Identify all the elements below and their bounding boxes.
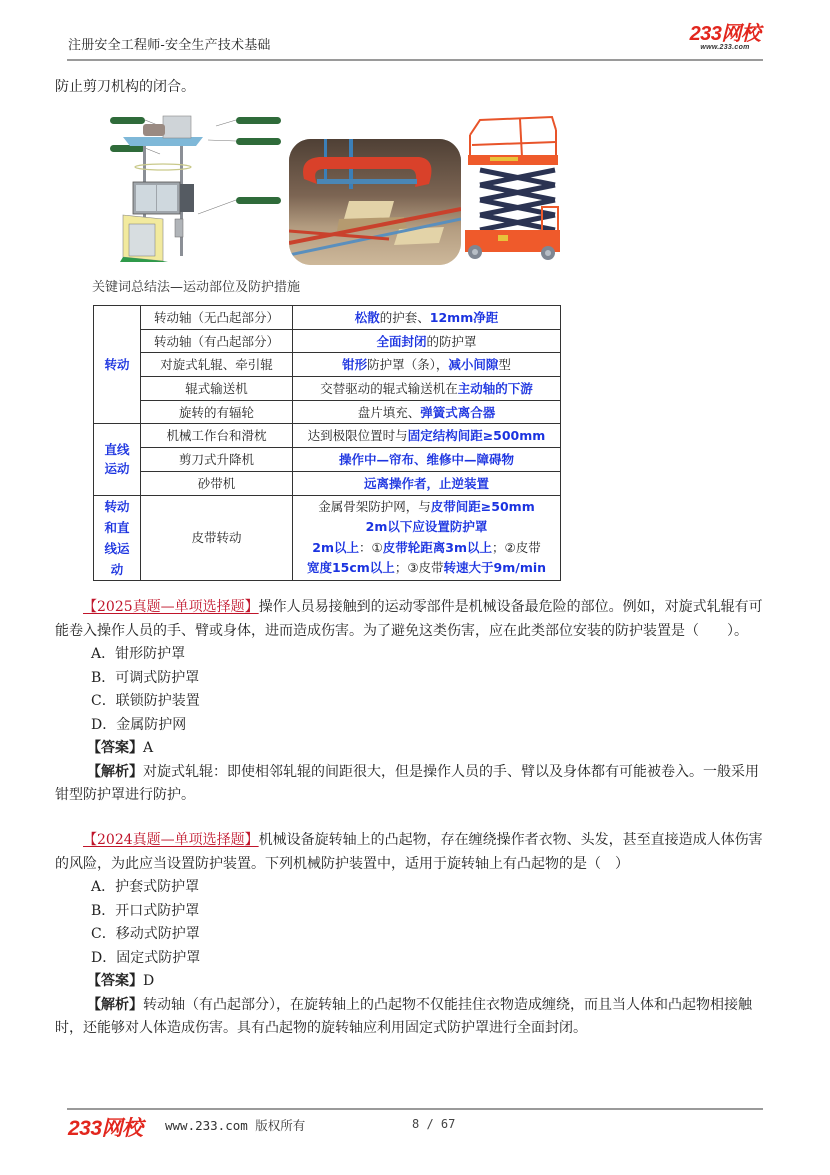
answer-value: A — [143, 740, 154, 756]
protection-summary-table — [93, 305, 561, 581]
highlight-text: 宽度15cm以上 — [306, 560, 395, 575]
moving-part: 辊式输送机 — [141, 377, 293, 401]
motion-category: 转动 — [94, 306, 141, 424]
table-row — [94, 424, 561, 448]
measure-text: 的护套、 — [379, 309, 430, 325]
protection-measure — [293, 424, 561, 448]
table-row — [94, 377, 561, 401]
highlight-text: 2m以上 — [312, 539, 360, 555]
moving-part: 转动轴（无凸起部分） — [141, 306, 293, 330]
table-caption: 关键词总结法—运动部位及防护措施 — [92, 280, 301, 295]
table-row — [94, 329, 561, 353]
logo-text: 233网校 — [689, 23, 761, 45]
highlight-text: 固定结构间距≥500mm — [407, 428, 546, 444]
question-stem: 【2025真题—单项选择题】操作人员易接触到的运动零部件是机械设备最危险的部位。例如，对旋式轧辊有可能卷入操作人员的手、臂或身体，进而造成伤害。为了避免这类伤害，应在此类部位安装的防护装置是（ ）。 — [55, 599, 763, 639]
answer-value: D — [143, 973, 155, 989]
moving-part: 剪刀式升降机 — [141, 448, 293, 472]
highlight-text: 转速大于9m/min — [443, 560, 547, 575]
option-c: C．移动式防护罩 — [91, 926, 200, 942]
highlight-text: 减小间隙 — [448, 357, 499, 373]
measure-text: 盘片填充、 — [357, 404, 421, 420]
moving-part: 转动轴（有凸起部分） — [141, 329, 293, 353]
question-2025 — [55, 596, 770, 808]
measure-text: 型 — [498, 357, 511, 373]
option-a: A．钳形防护罩 — [91, 646, 186, 662]
measure-text: 达到极限位置时与 — [307, 428, 408, 444]
scissor-lift-photo — [460, 115, 570, 265]
moving-part: 机械工作台和滑枕 — [141, 424, 293, 448]
footer-divider — [67, 1108, 763, 1110]
protection-measure — [293, 471, 561, 495]
option-a: A．护套式防护罩 — [91, 879, 200, 895]
highlight-text: 2m以下应设置防护罩 — [365, 519, 488, 534]
measure-text: 交替驱动的辊式输送机在 — [320, 380, 458, 396]
motion-category: 转动 和直 线运 动 — [94, 495, 141, 580]
highlight-text: 12mm净距 — [429, 309, 499, 325]
highlight-text: 全面封闭 — [376, 333, 427, 349]
highlight-text: 钳形 — [342, 357, 368, 373]
highlight-text: 松散 — [354, 309, 380, 325]
option-c: C．联锁防护装置 — [91, 693, 200, 709]
copyright-text: www.233.com 版权所有 — [165, 1118, 306, 1133]
header-divider — [67, 59, 763, 61]
highlight-text: 皮带间距≥50mm — [430, 498, 535, 514]
moving-part: 皮带转动 — [141, 495, 293, 580]
protection-measure — [293, 495, 561, 580]
table-row — [94, 400, 561, 424]
moving-part: 砂带机 — [141, 471, 293, 495]
option-b: B．开口式防护罩 — [91, 902, 200, 919]
highlight-text: 操作中—帘布、维修中—障碍物 — [338, 451, 514, 467]
measure-text: 防护罩（条）， — [367, 357, 449, 373]
table-row — [94, 495, 561, 580]
analysis-text: 【解析】转动轴（有凸起部分），在旋转轴上的凸起物不仅能挂住衣物造成缠绕，而且当人体和凸起物相接触时，还能够对人体造成伤害。具有凸起物的旋转轴应利用固定式防护罩进行全面封闭。 — [55, 996, 752, 1036]
document-title: 注册安全工程师-安全生产技术基础 — [68, 38, 271, 53]
answer-line: 【答案】A — [87, 740, 154, 756]
analysis-text: 【解析】对旋式轧辊：即使相邻轧辊的间距很大，但是操作人员的手、臂以及身体都有可能被卷入。一般采用钳型防护罩进行防护。 — [55, 763, 759, 803]
motion-category: 直线 运动 — [94, 424, 141, 495]
measure-text: 金属骨架防护网，与 — [318, 498, 431, 514]
table-row — [94, 306, 561, 330]
highlight-text: 远离操作者，止逆装置 — [363, 475, 489, 491]
option-b: B．可调式防护罩 — [91, 669, 200, 686]
table-row — [94, 353, 561, 377]
moving-part: 旋转的有辐轮 — [141, 400, 293, 424]
highlight-text: 皮带轮距离3m以上 — [382, 539, 492, 555]
highlight-text: 主动轴的下游 — [457, 380, 533, 396]
page-number: 8 / 67 — [412, 1117, 456, 1131]
protection-measure — [293, 329, 561, 353]
logo-url: www.233.com — [700, 44, 750, 51]
option-d: D．固定式防护罩 — [91, 949, 201, 966]
bandsaw-photo — [289, 139, 461, 265]
protection-measure — [293, 377, 561, 401]
measure-text: ：① — [359, 539, 383, 555]
table-row — [94, 448, 561, 472]
question-tag: 【2024真题—单项选择题】 — [83, 832, 259, 848]
elevator-diagram-image — [98, 112, 283, 262]
question-2024 — [55, 829, 770, 1041]
protection-measure — [293, 400, 561, 424]
footer-logo: 233网校 — [68, 1117, 143, 1140]
question-stem: 【2024真题—单项选择题】机械设备旋转轴上的凸起物，存在缠绕操作者衣物、头发，甚至直接造成人体伤害的风险，为此应当设置防护装置。下列机械防护装置中，适用于旋转轴上有凸起物的是（ ） — [55, 832, 763, 872]
measure-text: 的防护罩 — [426, 333, 477, 349]
protection-measure — [293, 448, 561, 472]
question-tag: 【2025真题—单项选择题】 — [83, 599, 259, 615]
measure-text: ；③皮带 — [394, 560, 444, 575]
intro-text: 防止剪刀机构的闭合。 — [55, 79, 195, 95]
moving-part: 对旋式轧辊、牵引辊 — [141, 353, 293, 377]
option-d: D．金属防护网 — [91, 716, 187, 733]
protection-measure — [293, 306, 561, 330]
measure-text: ；②皮带 — [491, 539, 541, 555]
answer-line: 【答案】D — [87, 973, 155, 989]
table-row — [94, 471, 561, 495]
brand-logo — [680, 24, 770, 52]
highlight-text: 弹簧式离合器 — [420, 404, 496, 420]
protection-measure — [293, 353, 561, 377]
